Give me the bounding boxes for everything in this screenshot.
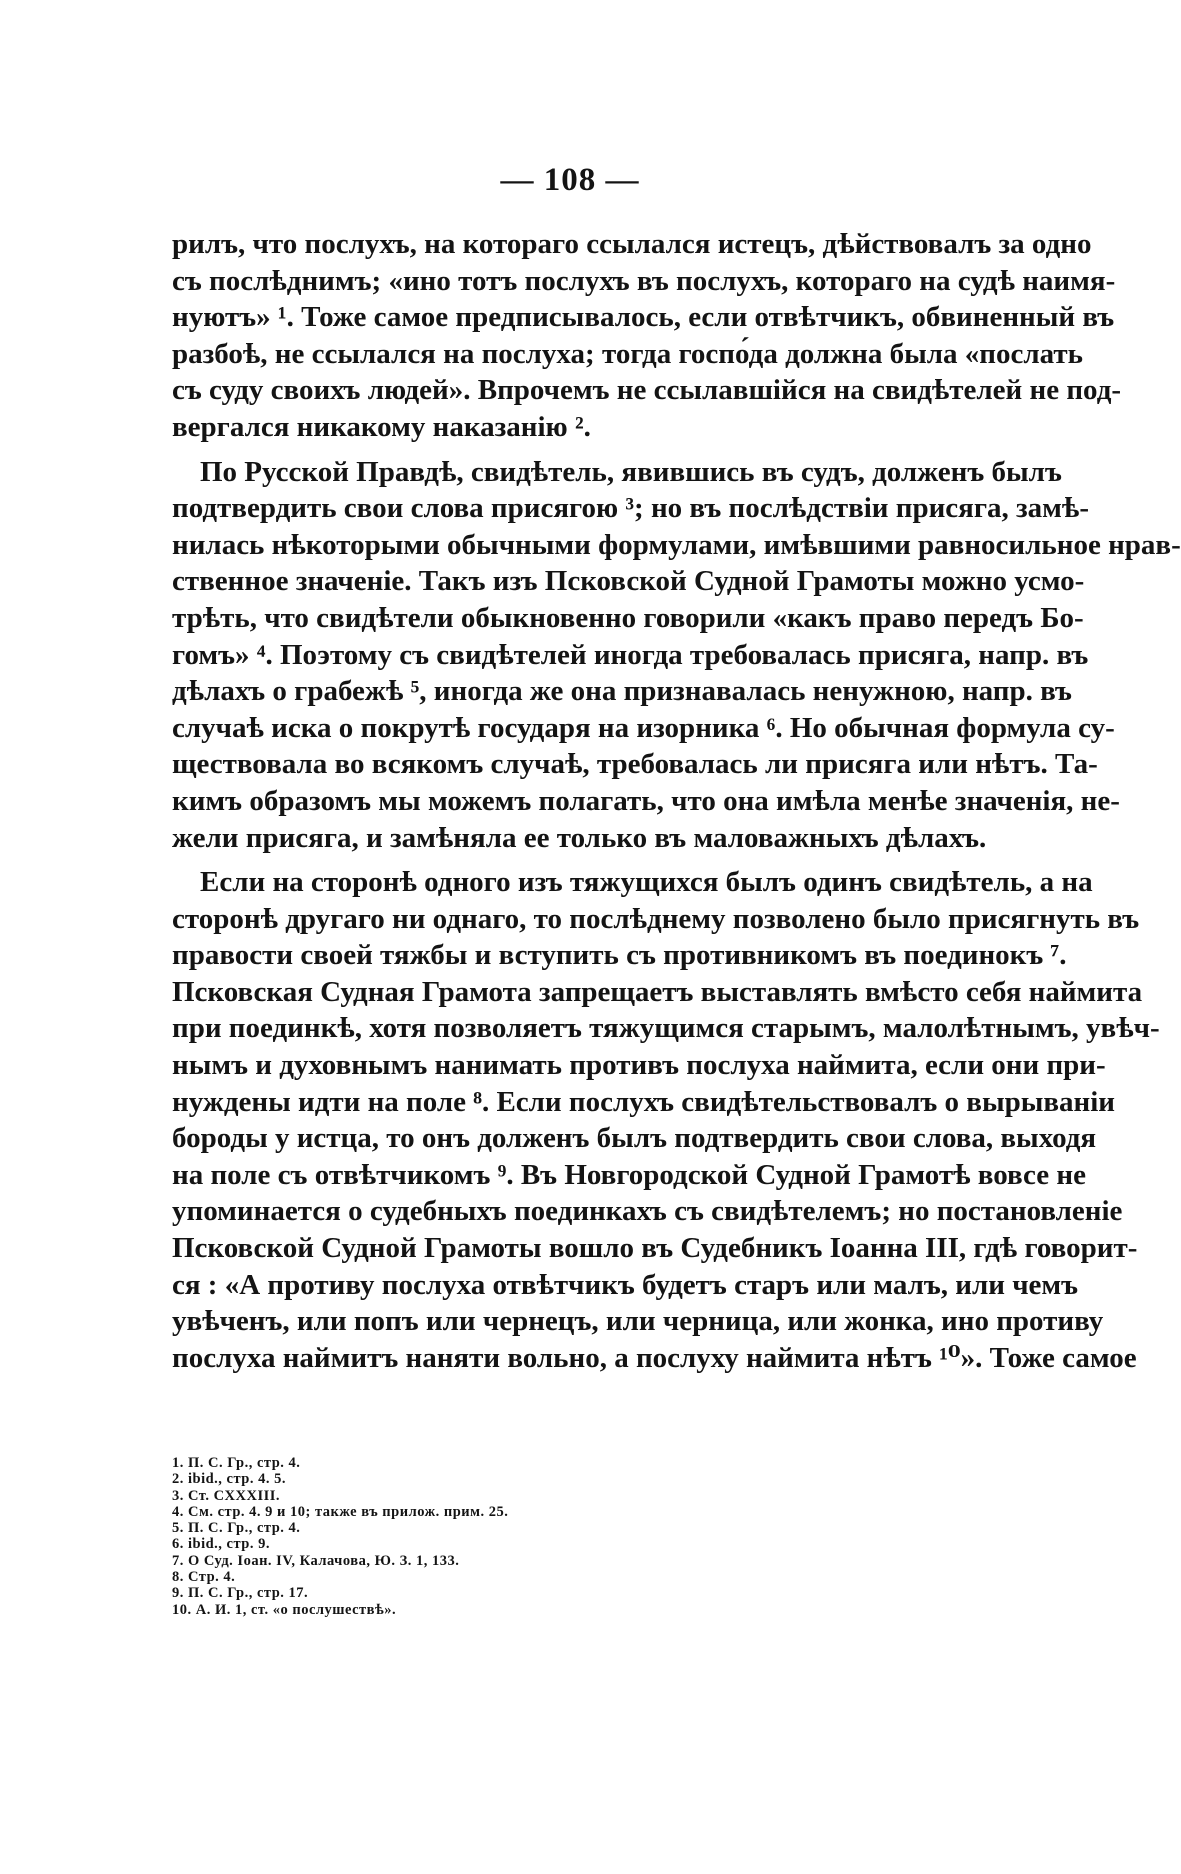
text-line: послуха наймитъ наняти вольно, а послуху наймита нѣтъ ¹⁰». Тоже самое [172,1341,1137,1374]
text-line: съ послѣднимъ; «ино тотъ послухъ въ послухъ, котораго на судѣ наимя- [172,264,1116,297]
text-line: бороды у истца, то онъ долженъ былъ подтвердить свои слова, выходя [172,1122,1097,1155]
text-line: упоминается о судебныхъ поединкахъ съ свидѣтелемъ; но постановленіе [172,1195,1123,1228]
text-line: Псковская Судная Грамота запрещаетъ выставлять вмѣсто себя наймита [172,975,1143,1008]
text-line: нуютъ» ¹. Тоже самое предписывалось, если отвѣтчикъ, обвиненный въ [172,301,1115,334]
text-line: при поединкѣ, хотя позволяетъ тяжущимся старымъ, малолѣтнымъ, увѣч- [172,1012,1160,1045]
text-line: трѣть, что свидѣтели обыкновенно говорили «какъ право передъ Бо- [172,601,1084,634]
text-line: увѣченъ, или попъ или чернецъ, или черница, или жонка, ино противу [172,1305,1104,1338]
text-line: подтвердить свои слова присягою ³; но въ послѣдствіи присяга, замѣ- [172,492,1089,525]
text-line: на поле съ отвѣтчикомъ ⁹. Въ Новгородской Судной Грамотѣ вовсе не [172,1158,1086,1191]
footnote: 3. Ст. CXXXIII. [172,1487,281,1504]
paragraph-start-line: Если на сторонѣ одного изъ тяжущихся былъ одинъ свидѣтель, а на [200,866,1093,899]
text-line: вергался никакому наказанію ². [172,410,591,443]
text-line: разбоѣ, не ссылался на послуха; тогда госпо́да должна была «послать [172,337,1083,370]
footnotes [172,1455,772,1618]
footnote: 5. П. С. Гр., стр. 4. [172,1520,301,1537]
text-line: жели присяга, и замѣняла ее только въ маловажныхъ дѣлахъ. [172,821,987,854]
text-line: кимъ образомъ мы можемъ полагать, что она имѣла менѣе значенія, не- [172,784,1120,817]
text-line: ственное значеніе. Такъ изъ Псковской Судной Грамоты можно усмо- [172,565,1085,598]
text-line: нуждены идти на поле ⁸. Если послухъ свидѣтельствовалъ о вырываніи [172,1085,1115,1118]
text-line: Псковской Судной Грамоты вошло въ Судебникъ Іоанна III, гдѣ говорит- [172,1232,1138,1265]
text-line: случаѣ иска о покрутѣ государя на изорника ⁶. Но обычная формула су- [172,711,1115,744]
footnote: 9. П. С. Гр., стр. 17. [172,1585,309,1602]
text-line: правости своей тяжбы и вступить съ противникомъ въ поединокъ ⁷. [172,939,1067,972]
main-text [172,226,1181,1376]
text-line: гомъ» ⁴. Поэтому съ свидѣтелей иногда требовалась присяга, напр. въ [172,638,1089,671]
footnote: 10. А. И. 1, ст. «о послушествѣ». [172,1601,397,1618]
text-line: ся : «А противу послуха отвѣтчикъ будетъ старъ или малъ, или чемъ [172,1268,1079,1301]
text-line: ществовала во всякомъ случаѣ, требовалась ли присяга или нѣтъ. Та- [172,748,1098,781]
text-line: рилъ, что послухъ, на котораго ссылался истецъ, дѣйствовалъ за одно [172,228,1092,260]
footnote: 4. См. стр. 4. 9 и 10; также въ прилож. прим. 25. [172,1503,509,1520]
footnote: 6. ibid., стр. 9. [172,1536,270,1553]
text-line: нилась нѣкоторыми обычными формулами, имѣвшими равносильное нрав- [172,528,1181,561]
text-line: дѣлахъ о грабежѣ ⁵, иногда же она признавалась ненужною, напр. въ [172,675,1072,708]
text-line: сторонѣ другаго ни однаго, то послѣднему позволено было присягнуть въ [172,902,1140,935]
text-line: съ суду своихъ людей». Впрочемъ не ссылавшійся на свидѣтелей не под- [172,374,1122,407]
paragraph-start-line: По Русской Правдѣ, свидѣтель, явившись въ судъ, долженъ былъ [200,455,1062,488]
footnote: 7. О Суд. Іоан. IV, Калачова, Ю. З. 1, 133. [172,1552,460,1569]
text-line: нымъ и духовнымъ нанимать противъ послуха наймита, если они при- [172,1049,1106,1082]
footnote: 2. ibid., стр. 4. 5. [172,1471,286,1488]
footnote: 8. Стр. 4. [172,1569,236,1586]
page-number-header: — 108 — [500,162,640,198]
footnote: 1. П. С. Гр., стр. 4. [172,1455,301,1471]
